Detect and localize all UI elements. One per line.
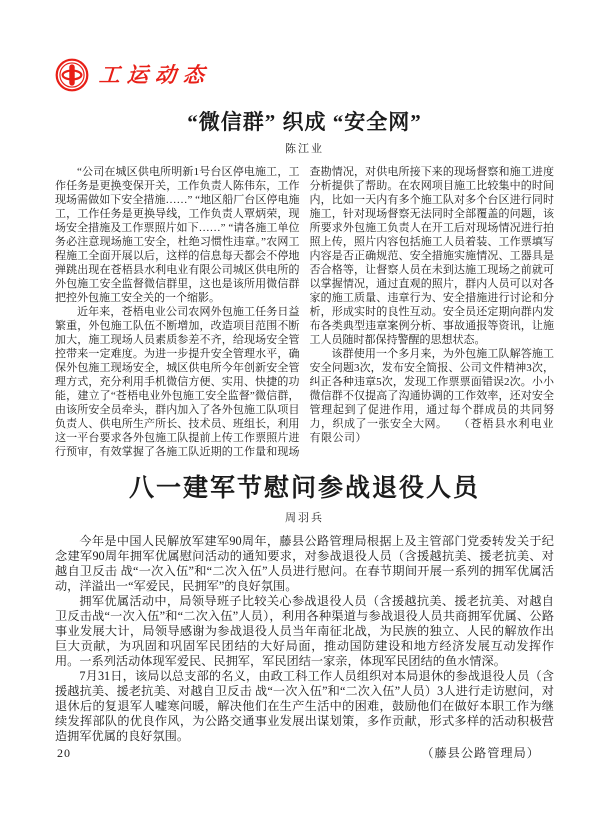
article2-paragraph: 今年是中国人民解放军建军90周年，藤县公路管理局根据上及主管部门党委转发关于纪念建军90周年拥军优属慰问活动的通知要求，对参战退役人员（含援越抗美、援老抗美、对越自卫反击 战“一次入伍”和“二次入伍”人员进行慰问。在春节期间开展一系列的拥军优属活动，洋溢出一“军爱民，民拥军”的良好氛围。 [55,534,554,594]
article2-body [55,534,554,744]
article2-attribution: （藤县公路管理局） [421,746,540,761]
masthead [55,57,554,93]
page-number: 20 [57,746,71,760]
article1-paragraph: 近年来，苍梧电业公司农网外包施工任务日益繁重，外包施工队伍不断增加，改造项目范围不断加大，施工现场人员素质参差不齐，给现场安全管控带来一定难度。为进一步提升安全管理水平，确保外包施工现场安全，城区供电所今年创新安全管理方式，充分利用手机微信方便、实用、快捷的功能，建立了“苍梧电业外包施工安全监督”微信群，由该所安全员牵头，群内加入了各外包施工队项目负责人、供电所生产所长、技术员、班组长，利用这一平台要求各外包施工队提前上传工作票照片进行预审，有效掌握了各施工队近期的工作量和现场查勘情况，对供电所接下来的现场督察和施工进度分析提供了帮助。在农网项目施工比较集中的时间内，比如一天内有多个施工队对多个台区进行同时施工，针对现场督察无法同时全部覆盖的问题，该所要求外包施工负责人在开工后对现场情况进行拍照上传，照片内容包括施工人员着装、工作票填写内容是否正确规范、安全措施实施情况、工器具是否合格等，让督察人员在未到达施工现场之前就可以掌握情况，通过直观的照片，群内人员可以对各家的施工质量、违章行为、安全措施进行讨论和分析，形成实时的良性互动。安全员还定期向群内发布各类典型违章案例分析、事故通报等资讯，让施工人员随时都保持警醒的思想状态。 [55,166,554,459]
masthead-title: 工运动态 [98,62,212,87]
article1-body [55,165,554,461]
article2-paragraph: 拥军优属活动中，局领导班子比较关心参战退役人员（含援越抗美、援老抗美、对越自卫反击战“一次入伍”和“二次入伍”人员），利用各种渠道与参战退役人员共商拥军优属、公路事业发展大计，局领导感谢为参战退役人员当年南征北战，为民族的独立、人民的解放作出巨大贡献，为巩固和巩固军民团结的大好局面，推动国防建设和地方经济发展互动发挥作用。一系列活动体现军爱民、民拥军，军民团结一家亲，体现军民团结的鱼水情深。 [55,594,554,669]
article1-paragraph-text: 该群使用一个多月来，为外包施工队解答施工安全问题3次，发布安全简报、公司文件精神3次，纠正各种违章5次，发现工作票票面错误2次。小小微信群不仅提高了沟通协调的工作效率，还对安全管理起到了促进作用，通过每个群成员的共同努力，织成了一张安全大网。 [309,348,554,431]
article2-author: 周羽兵 [285,512,324,525]
article2-paragraph: 7月31日，该局以总支部的名义，由政工科工作人员组织对本局退休的参战退役人员（含援越抗美、援老抗美、对越自卫反击 战“一次入伍”和“二次入伍”人员）3人进行走访慰问，对退休后的复退军人嘘寒问暖，解决他们在生产生活中的困难，鼓励他们在做好本职工作为继续发挥部队的优良作风，为公路交通事业发展出谋划策，多作贡献，形式多样的活动积极营造拥军优属的良好氛围。 [55,669,554,744]
trade-union-emblem-icon [55,58,89,92]
article1-paragraph [310,347,555,445]
article2-title: 八一建军节慰问参战退役人员 [128,475,480,503]
article1-paragraph: “公司在城区供电所明新1号台区停电施工，工作任务是更换变保开关，工作负责人陈伟东，工作现场需做如下安全措施……” “地区船厂台区停电施工，工作任务是更换导线，工作负责人覃炳荣，现场安全措施及工作票照片如下……” “请各施工单位务必注意现场施工安全，杜绝习惯性违章。”农网工程施工全面开展以后，这样的信息每天都会不停地弹跳出现在苍梧县水利电业有限公司城区供电所的外包施工安全监督微信群里，这也是该所用微信群把控外包施工安全关的一个缩影。 [55,166,300,305]
article1-title: “微信群” 织成 “安全网” [187,110,422,134]
article1-attribution: （苍梧县水利电业有限公司） [309,418,554,445]
article1-author: 陈江业 [285,143,324,156]
